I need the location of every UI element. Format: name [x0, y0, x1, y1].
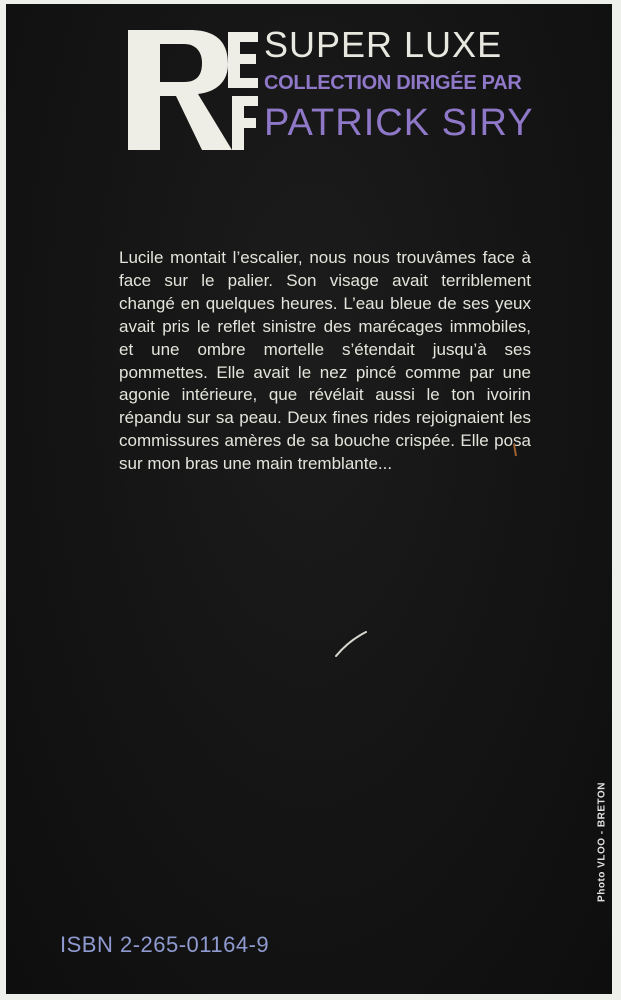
collection-label: COLLECTION DIRIGÉE PAR: [264, 72, 522, 94]
ref-logo: [124, 26, 260, 154]
series-title: SUPER LUXE: [264, 24, 503, 65]
back-cover-blurb: Lucile montait l’escalier, nous nous trouvâmes face à face sur le palier. Son visage avait terriblement changé en quelques heures. L’eau bleue de ses yeux avait pris le reflet sinistre des marécages immobiles, et une ombre mortelle s’étendait jusqu’à ses pommettes. Elle avait le nez pincé comme par une agonie intérieure, que révélait aussi le ton ivoirin répandu sur sa peau. Deux fines rides rejoignaient les commissures amères de sa bouche crispée. Elle posa sur mon bras une main tremblante...: [119, 248, 531, 474]
book-back-cover: [6, 4, 612, 994]
surface-scratch: [6, 4, 612, 994]
photo-credit: Photo VLOO - BRETON: [596, 782, 608, 902]
isbn-number: ISBN 2-265-01164-9: [60, 932, 270, 957]
director-name: PATRICK SIRY: [264, 102, 534, 144]
